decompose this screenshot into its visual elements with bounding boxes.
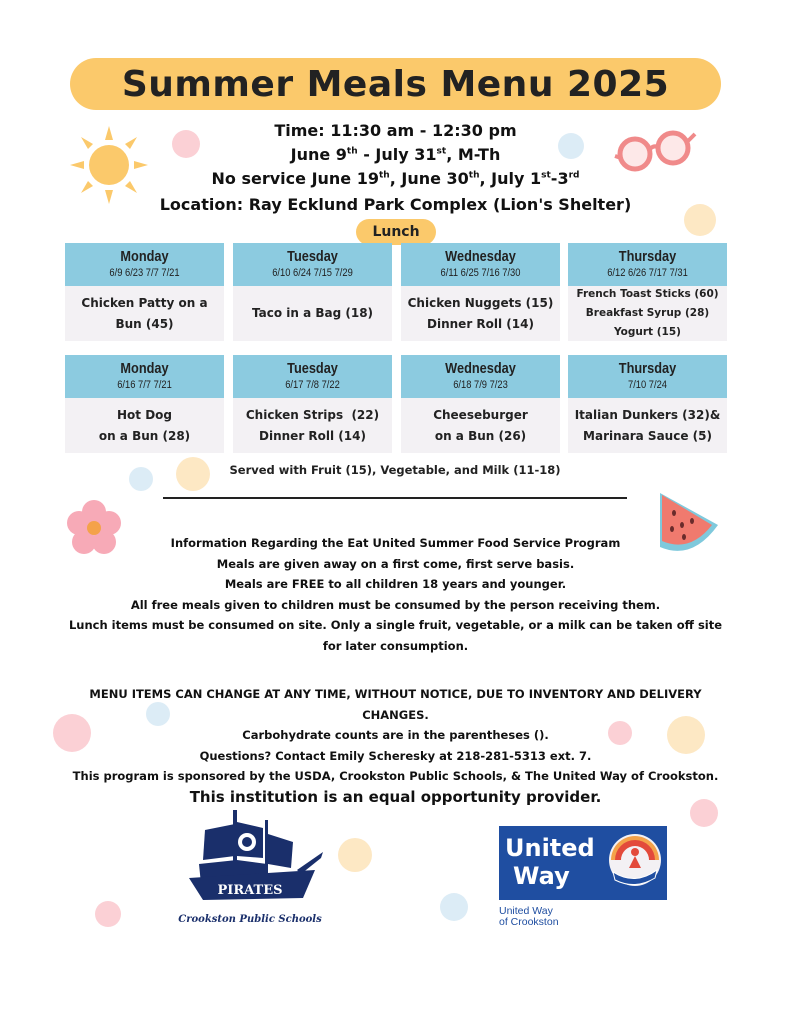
card-header <box>401 355 560 398</box>
day-name: Monday <box>120 360 169 377</box>
notice-line: Questions? Contact Emily Scheresky at 218-281-5313 ext. 7. <box>199 748 592 763</box>
day-dates: 6/16 7/7 7/21 <box>117 379 172 391</box>
pirates-wordmark: PIRATES <box>217 883 283 898</box>
day-name: Wednesday <box>445 248 516 265</box>
lunch-label: Lunch <box>356 219 436 245</box>
menu-item: Breakfast Syrup (28) <box>585 307 710 319</box>
menu-item: Chicken Strips (22) <box>245 407 380 422</box>
menu-card-thursday-week2 <box>568 355 727 453</box>
decor-dot <box>129 467 153 491</box>
decor-dot <box>684 204 716 236</box>
menu-item: Chicken Patty on a <box>81 295 208 310</box>
card-menu-items <box>401 398 560 453</box>
decor-dot <box>440 893 468 921</box>
program-info <box>40 533 751 656</box>
united-way-logo <box>499 826 667 928</box>
menu-item: Chicken Nuggets (15) <box>407 295 554 310</box>
card-header <box>568 355 727 398</box>
notice-line: MENU ITEMS CAN CHANGE AT ANY TIME, WITHOUT NOTICE, DUE TO INVENTORY AND DELIVERY <box>89 687 702 701</box>
card-menu-items <box>568 286 727 341</box>
program-info-heading: Information Regarding the Eat United Summer Food Service Program <box>170 536 621 550</box>
page-title: Summer Meals Menu 2025 <box>70 58 721 110</box>
day-dates: 7/10 7/24 <box>628 379 667 391</box>
program-info-line: All free meals given to children must be consumed by the person receiving them. <box>130 597 661 612</box>
day-name: Tuesday <box>287 248 338 265</box>
menu-card-tuesday-week2 <box>233 355 392 453</box>
equal-opportunity-statement: This institution is an equal opportunity provider. <box>189 788 602 806</box>
notices <box>40 684 751 787</box>
menu-item: Dinner Roll (14) <box>427 316 534 331</box>
crookston-pirates-logo <box>175 808 325 938</box>
card-menu-items <box>65 398 224 453</box>
card-header <box>568 243 727 286</box>
card-menu-items <box>233 286 392 341</box>
menu-item: Dinner Roll (14) <box>259 428 366 443</box>
pirate-ship-icon <box>175 808 325 912</box>
program-info-line: Meals are given away on a first come, first serve basis. <box>216 556 575 571</box>
day-name: Wednesday <box>445 360 516 377</box>
card-header <box>233 243 392 286</box>
card-header <box>401 243 560 286</box>
menu-item: French Toast Sticks (60) <box>576 288 719 300</box>
card-menu-items <box>65 286 224 341</box>
day-name: Thursday <box>618 360 677 377</box>
menu-item: Cheeseburger <box>433 407 528 422</box>
card-header <box>233 355 392 398</box>
day-dates: 6/9 6/23 7/7 7/21 <box>109 267 180 279</box>
divider <box>163 497 627 499</box>
united-way-caption: United Way of Crookston <box>499 905 559 928</box>
menu-card-monday-week2 <box>65 355 224 453</box>
notice-line: CHANGES. <box>362 707 429 722</box>
day-name: Monday <box>120 248 169 265</box>
menu-item: on a Bun (28) <box>98 428 191 443</box>
day-dates: 6/17 7/8 7/22 <box>285 379 340 391</box>
day-dates: 6/12 6/26 7/17 7/31 <box>607 267 688 279</box>
united-way-wordmark: United Way <box>499 826 603 900</box>
menu-item: Italian Dunkers (32)& <box>574 407 721 422</box>
card-menu-items <box>401 286 560 341</box>
day-name: Tuesday <box>287 360 338 377</box>
decor-dot <box>95 901 121 927</box>
menu-card-thursday-week1 <box>568 243 727 341</box>
menu-item: Bun (45) <box>115 316 174 331</box>
menu-card-wednesday-week2 <box>401 355 560 453</box>
menu-item: Taco in a Bag (18) <box>251 306 374 320</box>
no-service-line: No service June 19th, June 30th, July 1st-3rd <box>211 169 580 188</box>
menu-item: on a Bun (26) <box>434 428 527 443</box>
card-menu-items <box>233 398 392 453</box>
united-way-hand-icon <box>603 826 667 900</box>
menu-item: Hot Dog <box>117 407 172 422</box>
card-menu-items <box>568 398 727 453</box>
program-info-line: Meals are FREE to all children 18 years and younger. <box>224 577 567 591</box>
day-dates: 6/18 7/9 7/23 <box>453 379 508 391</box>
menu-item: Marinara Sauce (5) <box>583 428 712 443</box>
menu-item: Yogurt (15) <box>614 326 681 338</box>
day-name: Thursday <box>618 248 677 265</box>
program-info-line: Lunch items must be consumed on site. Only a single fruit, vegetable, or a milk can be taken off site <box>68 618 723 632</box>
day-dates: 6/11 6/25 7/16 7/30 <box>440 267 521 279</box>
card-header <box>65 355 224 398</box>
decor-dot <box>338 838 372 872</box>
day-dates: 6/10 6/24 7/15 7/29 <box>272 267 353 279</box>
served-with-note: Served with Fruit (15), Vegetable, and Milk (11-18) <box>229 463 561 477</box>
program-info-line: for later consumption. <box>322 638 469 653</box>
menu-card-tuesday-week1 <box>233 243 392 341</box>
card-header <box>65 243 224 286</box>
notice-line: This program is sponsored by the USDA, Crookston Public Schools, & The United Way of Crookston. <box>72 769 719 783</box>
pirates-caption: Crookston Public Schools <box>178 914 322 925</box>
location-line: Location: Ray Ecklund Park Complex (Lion's Shelter) <box>159 195 632 214</box>
decor-dot <box>690 799 718 827</box>
dates-line: June 9th - July 31st, M-Th <box>290 145 501 164</box>
time-line: Time: 11:30 am - 12:30 pm <box>274 121 517 140</box>
menu-card-monday-week1 <box>65 243 224 341</box>
menu-card-wednesday-week1 <box>401 243 560 341</box>
notice-line: Carbohydrate counts are in the parentheses (). <box>242 728 549 742</box>
